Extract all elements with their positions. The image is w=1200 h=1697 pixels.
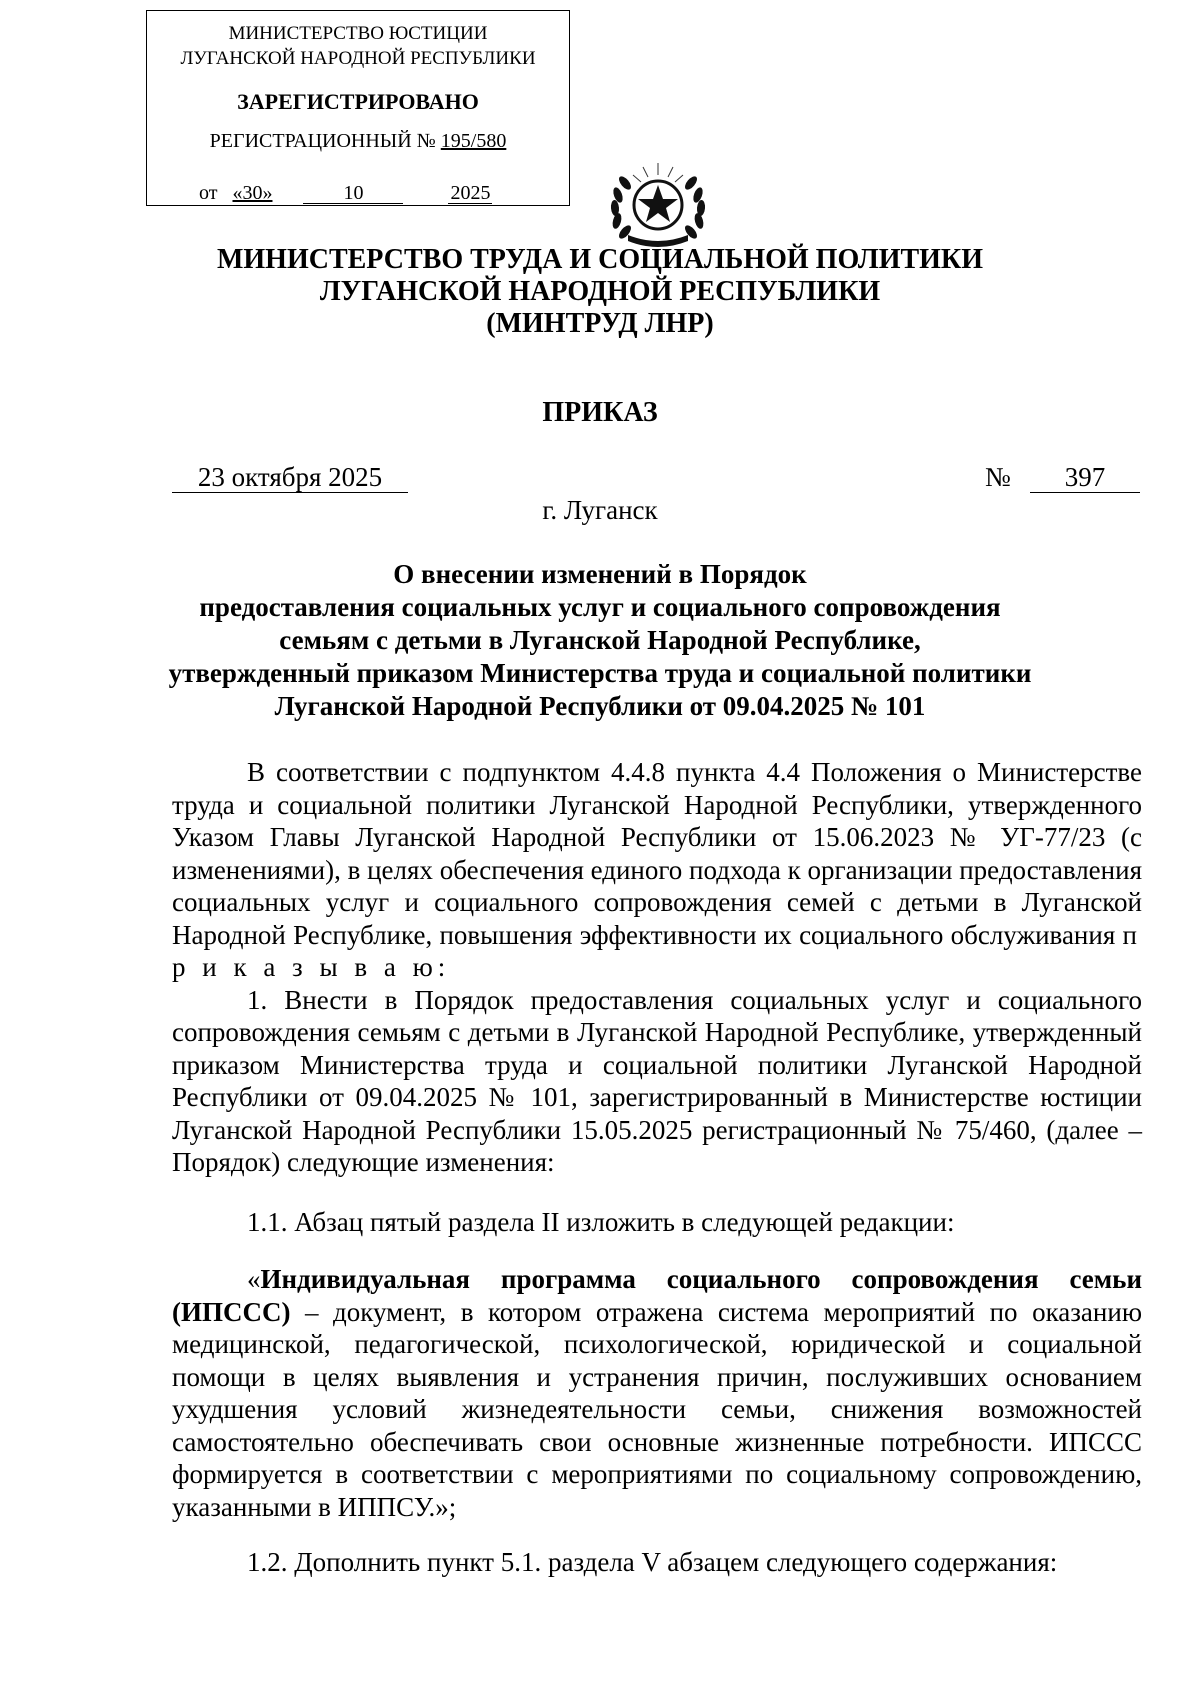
preamble-paragraph [172, 756, 1142, 984]
quote-definition: – документ, в котором отражена система мероприятий по оказанию медицинской, педагогической, психологической, юридической и социальной помощи в целях выявления и устранения причин, послуживших основанием ухудшения условий жизнедеятельности семьи, снижения возможностей самостоятельно обеспечивать свои основные жизненные потребности. ИПССС формируется в соответствии с мероприятиями по социальному сопровождению, указанными в ИППСУ.»; [172, 1296, 1142, 1522]
quote-term: Индивидуальная программа социального сопровождения семьи (ИПССС) [172, 1264, 1142, 1327]
orders-word: п р и к а з ы в а ю: [172, 919, 1142, 982]
item-1-1-block [172, 1206, 1142, 1239]
subject-line: О внесении изменений в Порядок [393, 559, 807, 589]
stamp-registered: ЗАРЕГИСТРИРОВАНО [237, 89, 479, 114]
stamp-month: 10 [303, 183, 403, 204]
document-type: ПРИКАЗ [542, 397, 658, 428]
stamp-day: «30» [232, 182, 273, 204]
coat-of-arms-icon [603, 155, 713, 255]
ministry-name-line1: МИНИСТЕРСТВО ТРУДА И СОЦИАЛЬНОЙ ПОЛИТИКИ [216, 244, 984, 275]
quote-paragraph [172, 1263, 1142, 1523]
order-subject [100, 558, 1100, 723]
preamble-text: В соответствии с подпунктом 4.4.8 пункта 4.4 Положения о Министерстве труда и социальной политики Луганской Народной Республики, утвержденного Указом Главы Луганской Народной Республики от 15.06.2023 № УГ-77/23 (с изменениями), в целях обеспечения единого подхода к организации предоставления социальных услуг и социального сопровождения семей с детьми в Луганской Народной Республике, повышения эффективности их социального обслуживания [172, 757, 1142, 950]
item-1-2-block [172, 1546, 1142, 1579]
stamp-year: 2025 [450, 182, 491, 204]
stamp-reg-label: РЕГИСТРАЦИОННЫЙ № [209, 130, 436, 152]
item-1-1-paragraph: 1.1. Абзац пятый раздела II изложить в следующей редакции: [247, 1207, 955, 1237]
order-number-label: № [985, 462, 1011, 492]
quote-block [172, 1263, 1142, 1523]
quote-open: « [247, 1264, 261, 1294]
subject-line: Луганской Народной Республики от 09.04.2025 № 101 [274, 691, 926, 721]
item-1-2-paragraph: 1.2. Дополнить пункт 5.1. раздела V абзацем следующего содержания: [247, 1547, 1058, 1577]
stamp-reg-number: 195/580 [440, 130, 507, 152]
document-body [172, 756, 1142, 1179]
ministry-name-line2: ЛУГАНСКОЙ НАРОДНОЙ РЕСПУБЛИКИ [319, 276, 881, 307]
order-date: 23 октября 2025 [172, 462, 408, 493]
subject-line: семьям с детьми в Луганской Народной Республике, [279, 625, 921, 655]
registration-stamp [146, 10, 570, 206]
order-city: г. Луганск [542, 495, 658, 525]
stamp-reg-line [147, 128, 569, 154]
item-1-paragraph: 1. Внести в Порядок предоставления социальных услуг и социального сопровождения семьям с детьми в Луганской Народной Республике, утвержденный приказом Министерства труда и социальной политики Луганской Народной Республики от 09.04.2025 № 101, зарегистрированный в Министерстве юстиции Луганской Народной Республики 15.05.2025 регистрационный № 75/460, (далее – Порядок) следующие изменения: [172, 984, 1142, 1177]
subject-line: утвержденный приказом Министерства труда и социальной политики [168, 658, 1032, 688]
subject-line: предоставления социальных услуг и социального сопровождения [199, 592, 1001, 622]
stamp-ministry-line2: ЛУГАНСКОЙ НАРОДНОЙ РЕСПУБЛИКИ [180, 48, 536, 69]
order-number: 397 [1030, 462, 1140, 493]
stamp-date-line [199, 182, 492, 204]
stamp-from-label: от [199, 182, 218, 204]
ministry-abbr: (МИНТРУД ЛНР) [486, 308, 714, 339]
stamp-ministry-line1: МИНИСТЕРСТВО ЮСТИЦИИ [228, 23, 488, 44]
